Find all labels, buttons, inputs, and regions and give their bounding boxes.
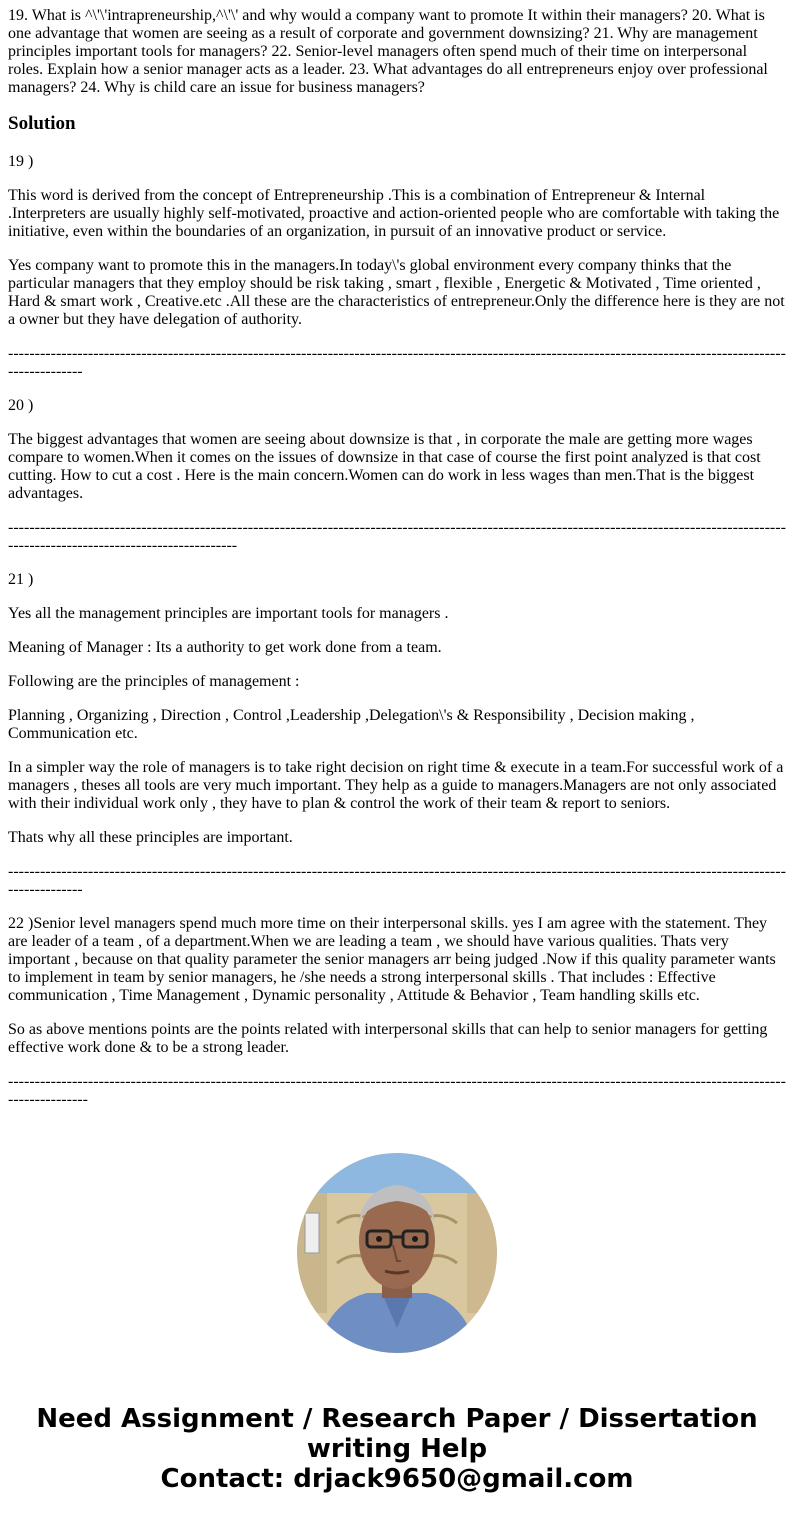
- answer-19-paragraph-2: Yes company want to promote this in the managers.In today\'s global environment every company thinks that the particular managers that they employ should be risk taking , smart , flexible , Energetic & Motivated , Time oriented , Hard & smart work , Creative.etc .All these are the characteristics of entrepreneur.Only the difference here is they are not a owner but they have delegation of authority.: [8, 257, 785, 328]
- separator-line: ----------------------------------------------------------------------------------------------------------------------------------------------------------------: [8, 345, 786, 380]
- answer-21-paragraph-6: Thats why all these principles are important.: [8, 829, 293, 846]
- answer-21-paragraph-4: Planning , Organizing , Direction , Control ,Leadership ,Delegation\'s & Responsibility , Decision making , Communication etc.: [8, 707, 695, 742]
- answer-22-paragraph-2: So as above mentions points are the points related with interpersonal skills that can help to senior managers for getting effective work done & to be a strong leader.: [8, 1021, 768, 1056]
- contact-banner: [0, 1404, 794, 1494]
- answer-20-number: 20 ): [8, 397, 34, 414]
- separator-line: -----------------------------------------------------------------------------------------------------------------------------------------------------------------: [8, 1073, 786, 1108]
- answer-21-paragraph-2: Meaning of Manager : Its a authority to get work done from a team.: [8, 639, 442, 656]
- answer-21-paragraph-5: In a simpler way the role of managers is to take right decision on right time & execute in a team.For successful work of a managers , theses all tools are very much important. They help as a guide to managers.Managers are not only associated with their individual work only , they have to plan & control the work of their team & report to seniors.: [8, 759, 784, 812]
- banner-contact-email: Contact: drjack9650@gmail.com: [160, 1464, 634, 1494]
- author-photo-icon: [297, 1153, 497, 1353]
- answer-22-paragraph-1: 22 )Senior level managers spend much more time on their interpersonal skills. yes I am agree with the statement. They are leader of a team , of a department.When we are leading a team , we should have various qualities. Thats very important , because on that quality parameter the senior managers arr being judged .Now if this quality parameter wants to implement in team by senior managers, he /she needs a strong interpersonal skills . That includes : Effective communication , Time Management , Dynamic personality , Attitude & Behavior , Team handling skills etc.: [8, 915, 776, 1004]
- answer-19-paragraph-1: This word is derived from the concept of Entrepreneurship .This is a combination of Entrepreneur & Internal .Interpreters are usually highly self-motivated, proactive and action-oriented people who are comfortable with taking the initiative, even within the boundaries of an organization, in pursuit of an innovative product or service.: [8, 187, 780, 240]
- answer-21-number: 21 ): [8, 571, 34, 588]
- answer-21-paragraph-3: Following are the principles of management :: [8, 673, 300, 690]
- solution-heading: Solution: [8, 113, 76, 134]
- document-body: [8, 7, 786, 1125]
- banner-line-2: writing Help: [306, 1434, 488, 1464]
- separator-line: ---------------------------------------------------------------------------------------------------------------------------------------------------------------------------------------------: [8, 519, 786, 554]
- author-avatar: [297, 1153, 497, 1353]
- answer-21-paragraph-1: Yes all the management principles are important tools for managers .: [8, 605, 449, 622]
- answer-20-paragraph-1: The biggest advantages that women are seeing about downsize is that , in corporate the male are getting more wages compare to women.When it comes on the issues of downsize in that case of course the first point analyzed is that cost cutting. How to cut a cost . Here is the main concern.Women can do work in less wages than men.That is the biggest advantages.: [8, 431, 761, 502]
- question-text: 19. What is ^\'\'intrapreneurship,^\'\' and why would a company want to promote It within their managers? 20. What is one advantage that women are seeing as a result of corporate and government downsizing? 21. Why are management principles important tools for managers? 22. Senior-level managers often spend much of their time on interpersonal roles. Explain how a senior manager acts as a leader. 23. What advantages do all entrepreneurs enjoy over professional managers? 24. Why is child care an issue for business managers?: [8, 7, 768, 96]
- banner-line-1: Need Assignment / Research Paper / Dissertation: [36, 1404, 758, 1434]
- answer-19-number: 19 ): [8, 153, 34, 170]
- separator-line: ----------------------------------------------------------------------------------------------------------------------------------------------------------------: [8, 863, 786, 898]
